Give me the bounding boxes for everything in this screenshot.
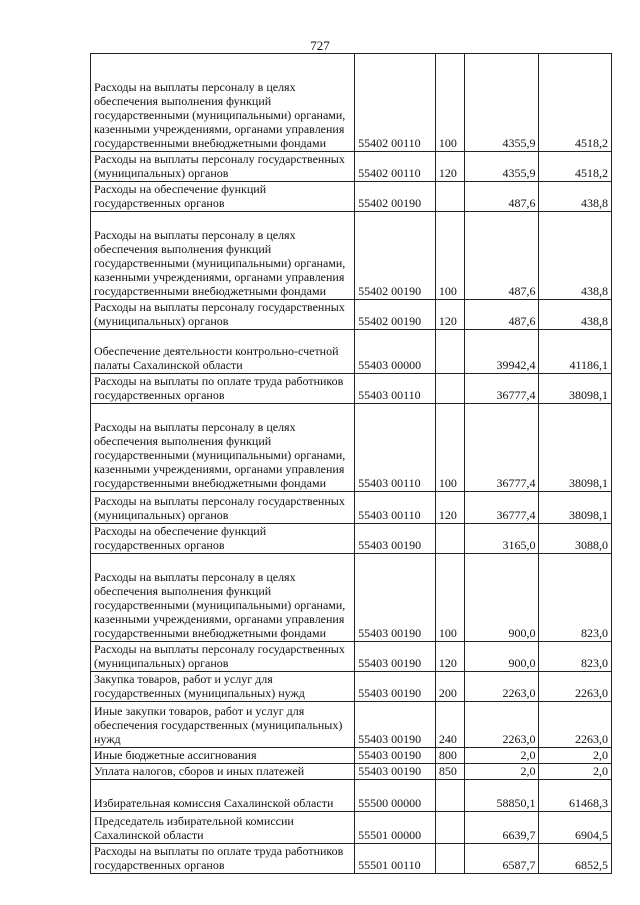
row-name: Расходы на выплаты персоналу государственных (муниципальных) органов xyxy=(91,300,355,330)
row-amount-2: 438,8 xyxy=(539,182,612,212)
row-vr: 100 xyxy=(435,54,464,152)
table-row xyxy=(91,54,612,152)
row-amount-1: 487,6 xyxy=(464,182,539,212)
row-code: 55403 00110 xyxy=(355,404,436,492)
table-row xyxy=(91,300,612,330)
table-row xyxy=(91,524,612,554)
row-name: Расходы на выплаты по оплате труда работников государственных органов xyxy=(91,844,355,874)
row-amount-2: 61468,3 xyxy=(539,780,612,812)
row-code: 55501 00110 xyxy=(355,844,436,874)
row-name: Расходы на выплаты по оплате труда работников государственных органов xyxy=(91,374,355,404)
table-row xyxy=(91,374,612,404)
row-vr: 120 xyxy=(435,152,464,182)
row-code: 55402 00190 xyxy=(355,182,436,212)
table-row xyxy=(91,672,612,702)
row-amount-1: 2263,0 xyxy=(464,702,539,748)
budget-table xyxy=(90,53,612,874)
row-name: Иные бюджетные ассигнования xyxy=(91,748,355,764)
table-row xyxy=(91,812,612,844)
row-code: 55500 00000 xyxy=(355,780,436,812)
row-name: Уплата налогов, сборов и иных платежей xyxy=(91,764,355,780)
row-amount-2: 438,8 xyxy=(539,300,612,330)
row-vr: 120 xyxy=(435,642,464,672)
row-amount-2: 38098,1 xyxy=(539,404,612,492)
row-amount-2: 823,0 xyxy=(539,642,612,672)
row-vr: 850 xyxy=(435,764,464,780)
row-vr: 200 xyxy=(435,672,464,702)
row-vr xyxy=(435,812,464,844)
row-amount-1: 6587,7 xyxy=(464,844,539,874)
row-name: Расходы на обеспечение функций государственных органов xyxy=(91,182,355,212)
row-code: 55403 00190 xyxy=(355,554,436,642)
row-code: 55403 00190 xyxy=(355,672,436,702)
row-amount-2: 4518,2 xyxy=(539,54,612,152)
row-amount-2: 6852,5 xyxy=(539,844,612,874)
row-name: Расходы на выплаты персоналу в целях обеспечения выполнения функций государственными (муниципальными) органами, казенными учреждениями, органами управления государственными внебюджетными фондами xyxy=(91,404,355,492)
row-code: 55403 00110 xyxy=(355,374,436,404)
row-code: 55403 00190 xyxy=(355,524,436,554)
row-code: 55402 00110 xyxy=(355,152,436,182)
row-amount-1: 487,6 xyxy=(464,300,539,330)
table-row xyxy=(91,182,612,212)
row-amount-2: 2263,0 xyxy=(539,672,612,702)
row-code: 55403 00000 xyxy=(355,330,436,374)
table-row xyxy=(91,212,612,300)
row-name: Иные закупки товаров, работ и услуг для обеспечения государственных (муниципальных) нужд xyxy=(91,702,355,748)
row-amount-1: 58850,1 xyxy=(464,780,539,812)
row-name: Расходы на выплаты персоналу государственных (муниципальных) органов xyxy=(91,152,355,182)
table-row xyxy=(91,702,612,748)
row-vr xyxy=(435,374,464,404)
row-amount-1: 900,0 xyxy=(464,554,539,642)
table-row xyxy=(91,780,612,812)
row-name: Избирательная комиссия Сахалинской области xyxy=(91,780,355,812)
row-vr: 100 xyxy=(435,212,464,300)
row-vr: 800 xyxy=(435,748,464,764)
row-code: 55403 00110 xyxy=(355,492,436,524)
table-row xyxy=(91,330,612,374)
row-code: 55402 00190 xyxy=(355,300,436,330)
row-vr: 120 xyxy=(435,492,464,524)
row-vr xyxy=(435,330,464,374)
row-amount-2: 41186,1 xyxy=(539,330,612,374)
row-name: Расходы на выплаты персоналу в целях обеспечения выполнения функций государственными (муниципальными) органами, казенными учреждениями, органами управления государственными внебюджетными фондами xyxy=(91,54,355,152)
page-number: 727 xyxy=(310,38,330,53)
table-row xyxy=(91,642,612,672)
row-amount-2: 438,8 xyxy=(539,212,612,300)
row-vr xyxy=(435,182,464,212)
row-vr: 100 xyxy=(435,404,464,492)
row-amount-1: 36777,4 xyxy=(464,374,539,404)
row-amount-1: 39942,4 xyxy=(464,330,539,374)
row-amount-1: 36777,4 xyxy=(464,404,539,492)
row-code: 55402 00190 xyxy=(355,212,436,300)
row-amount-1: 6639,7 xyxy=(464,812,539,844)
row-amount-2: 2,0 xyxy=(539,748,612,764)
table-row xyxy=(91,764,612,780)
table-row xyxy=(91,492,612,524)
row-amount-1: 487,6 xyxy=(464,212,539,300)
row-name: Закупка товаров, работ и услуг для государственных (муниципальных) нужд xyxy=(91,672,355,702)
row-amount-2: 823,0 xyxy=(539,554,612,642)
row-amount-1: 36777,4 xyxy=(464,492,539,524)
row-amount-1: 2,0 xyxy=(464,748,539,764)
row-amount-2: 2,0 xyxy=(539,764,612,780)
row-amount-2: 38098,1 xyxy=(539,492,612,524)
table-row xyxy=(91,152,612,182)
row-code: 55403 00190 xyxy=(355,702,436,748)
row-amount-2: 6904,5 xyxy=(539,812,612,844)
row-vr xyxy=(435,780,464,812)
row-amount-1: 3165,0 xyxy=(464,524,539,554)
row-name: Обеспечение деятельности контрольно-счетной палаты Сахалинской области xyxy=(91,330,355,374)
row-code: 55403 00190 xyxy=(355,748,436,764)
row-amount-2: 4518,2 xyxy=(539,152,612,182)
row-amount-1: 2,0 xyxy=(464,764,539,780)
row-vr xyxy=(435,844,464,874)
table-row xyxy=(91,748,612,764)
row-amount-1: 2263,0 xyxy=(464,672,539,702)
row-name: Расходы на выплаты персоналу в целях обеспечения выполнения функций государственными (муниципальными) органами, казенными учреждениями, органами управления государственными внебюджетными фондами xyxy=(91,554,355,642)
table-row xyxy=(91,554,612,642)
row-name: Расходы на выплаты персоналу государственных (муниципальных) органов xyxy=(91,642,355,672)
row-vr xyxy=(435,524,464,554)
row-name: Расходы на выплаты персоналу в целях обеспечения выполнения функций государственными (муниципальными) органами, казенными учреждениями, органами управления государственными внебюджетными фондами xyxy=(91,212,355,300)
row-amount-1: 900,0 xyxy=(464,642,539,672)
row-code: 55501 00000 xyxy=(355,812,436,844)
table-row xyxy=(91,844,612,874)
row-amount-2: 38098,1 xyxy=(539,374,612,404)
row-code: 55403 00190 xyxy=(355,642,436,672)
row-amount-1: 4355,9 xyxy=(464,54,539,152)
row-code: 55403 00190 xyxy=(355,764,436,780)
row-amount-2: 3088,0 xyxy=(539,524,612,554)
row-code: 55402 00110 xyxy=(355,54,436,152)
row-vr: 100 xyxy=(435,554,464,642)
row-name: Председатель избирательной комиссии Сахалинской области xyxy=(91,812,355,844)
row-name: Расходы на обеспечение функций государственных органов xyxy=(91,524,355,554)
row-amount-2: 2263,0 xyxy=(539,702,612,748)
row-amount-1: 4355,9 xyxy=(464,152,539,182)
row-name: Расходы на выплаты персоналу государственных (муниципальных) органов xyxy=(91,492,355,524)
row-vr: 120 xyxy=(435,300,464,330)
row-vr: 240 xyxy=(435,702,464,748)
table-row xyxy=(91,404,612,492)
